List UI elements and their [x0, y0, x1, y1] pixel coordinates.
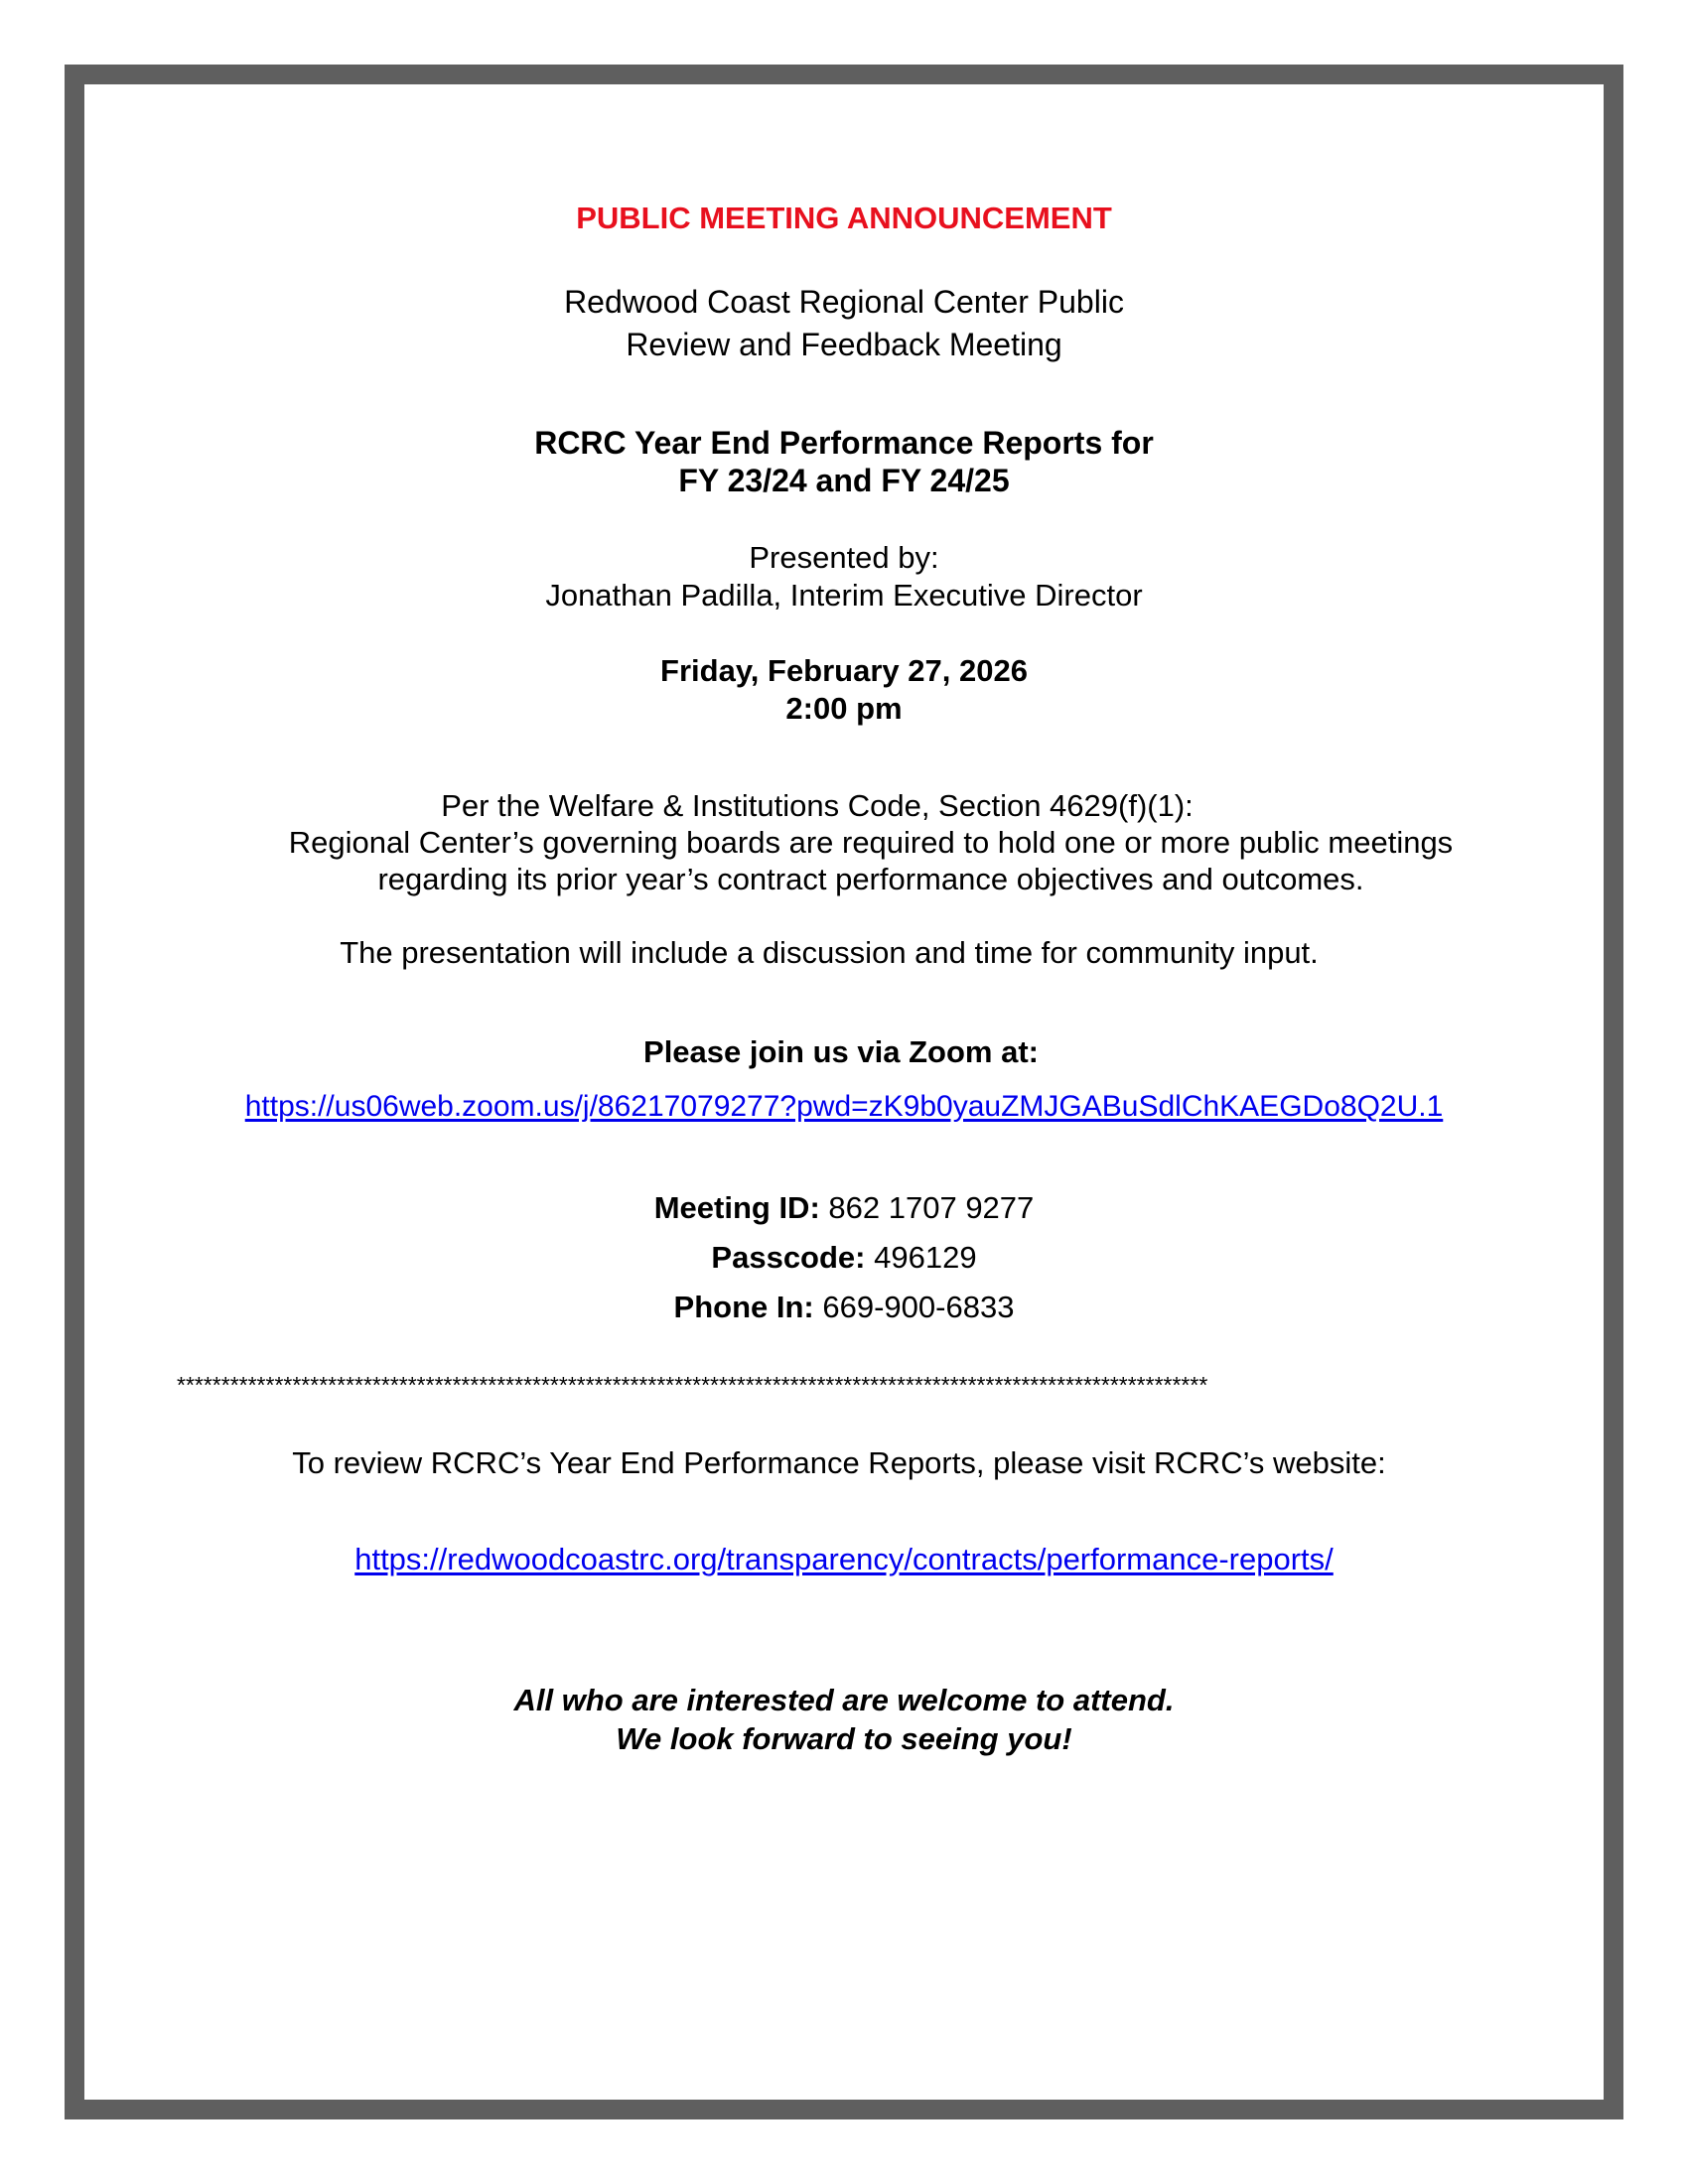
zoom-link[interactable]: https://us06web.zoom.us/j/86217079277?pwd=zK9b0yauZMJGABuSdlChKAEGDo8Q2U.1: [244, 1090, 1444, 1123]
meeting-time: 2:00 pm: [785, 691, 903, 726]
website-review-text: To review RCRC’s Year End Performance Reports, please visit RCRC’s website:: [292, 1445, 1386, 1480]
meeting-id-value: 862 1707 9277: [828, 1190, 1035, 1225]
announcement-heading: PUBLIC MEETING ANNOUNCEMENT: [576, 201, 1112, 235]
code-section-intro: Per the Welfare & Institutions Code, Section 4629(f)(1):: [441, 788, 1194, 823]
presentation-note: The presentation will include a discussion and time for community input.: [340, 935, 1319, 970]
phone-row: [0, 1292, 1688, 1322]
divider-asterisks: ********************************************************************************************************************: [177, 1374, 1208, 1397]
closing-line-2: We look forward to seeing you!: [616, 1721, 1072, 1756]
subtitle-line-2: Review and Feedback Meeting: [626, 327, 1062, 362]
website-link-row: [0, 1544, 1688, 1574]
phone-label: Phone In:: [673, 1290, 814, 1324]
passcode-label: Passcode:: [711, 1240, 866, 1275]
performance-reports-link[interactable]: https://redwoodcoastrc.org/transparency/contracts/performance-reports/: [354, 1542, 1334, 1576]
zoom-link-row: [0, 1092, 1688, 1122]
meeting-date: Friday, February 27, 2026: [660, 653, 1028, 688]
subtitle-line-1: Redwood Coast Regional Center Public: [564, 284, 1124, 320]
code-section-line-3: regarding its prior year’s contract performance objectives and outcomes.: [377, 862, 1364, 896]
meeting-id-row: [0, 1192, 1688, 1223]
report-title-line-2: FY 23/24 and FY 24/25: [678, 463, 1010, 498]
meeting-id-label: Meeting ID:: [653, 1190, 820, 1225]
code-section-line-2: Regional Center’s governing boards are required to hold one or more public meetings: [288, 825, 1454, 860]
phone-value: 669-900-6833: [822, 1290, 1015, 1324]
report-title-line-1: RCRC Year End Performance Reports for: [534, 425, 1154, 461]
presented-by-label: Presented by:: [749, 540, 939, 575]
zoom-join-heading: Please join us via Zoom at:: [643, 1034, 1039, 1069]
presenter-name: Jonathan Padilla, Interim Executive Director: [545, 578, 1143, 613]
passcode-value: 496129: [874, 1240, 977, 1275]
passcode-row: [0, 1242, 1688, 1273]
closing-line-1: All who are interested are welcome to attend.: [513, 1683, 1175, 1717]
